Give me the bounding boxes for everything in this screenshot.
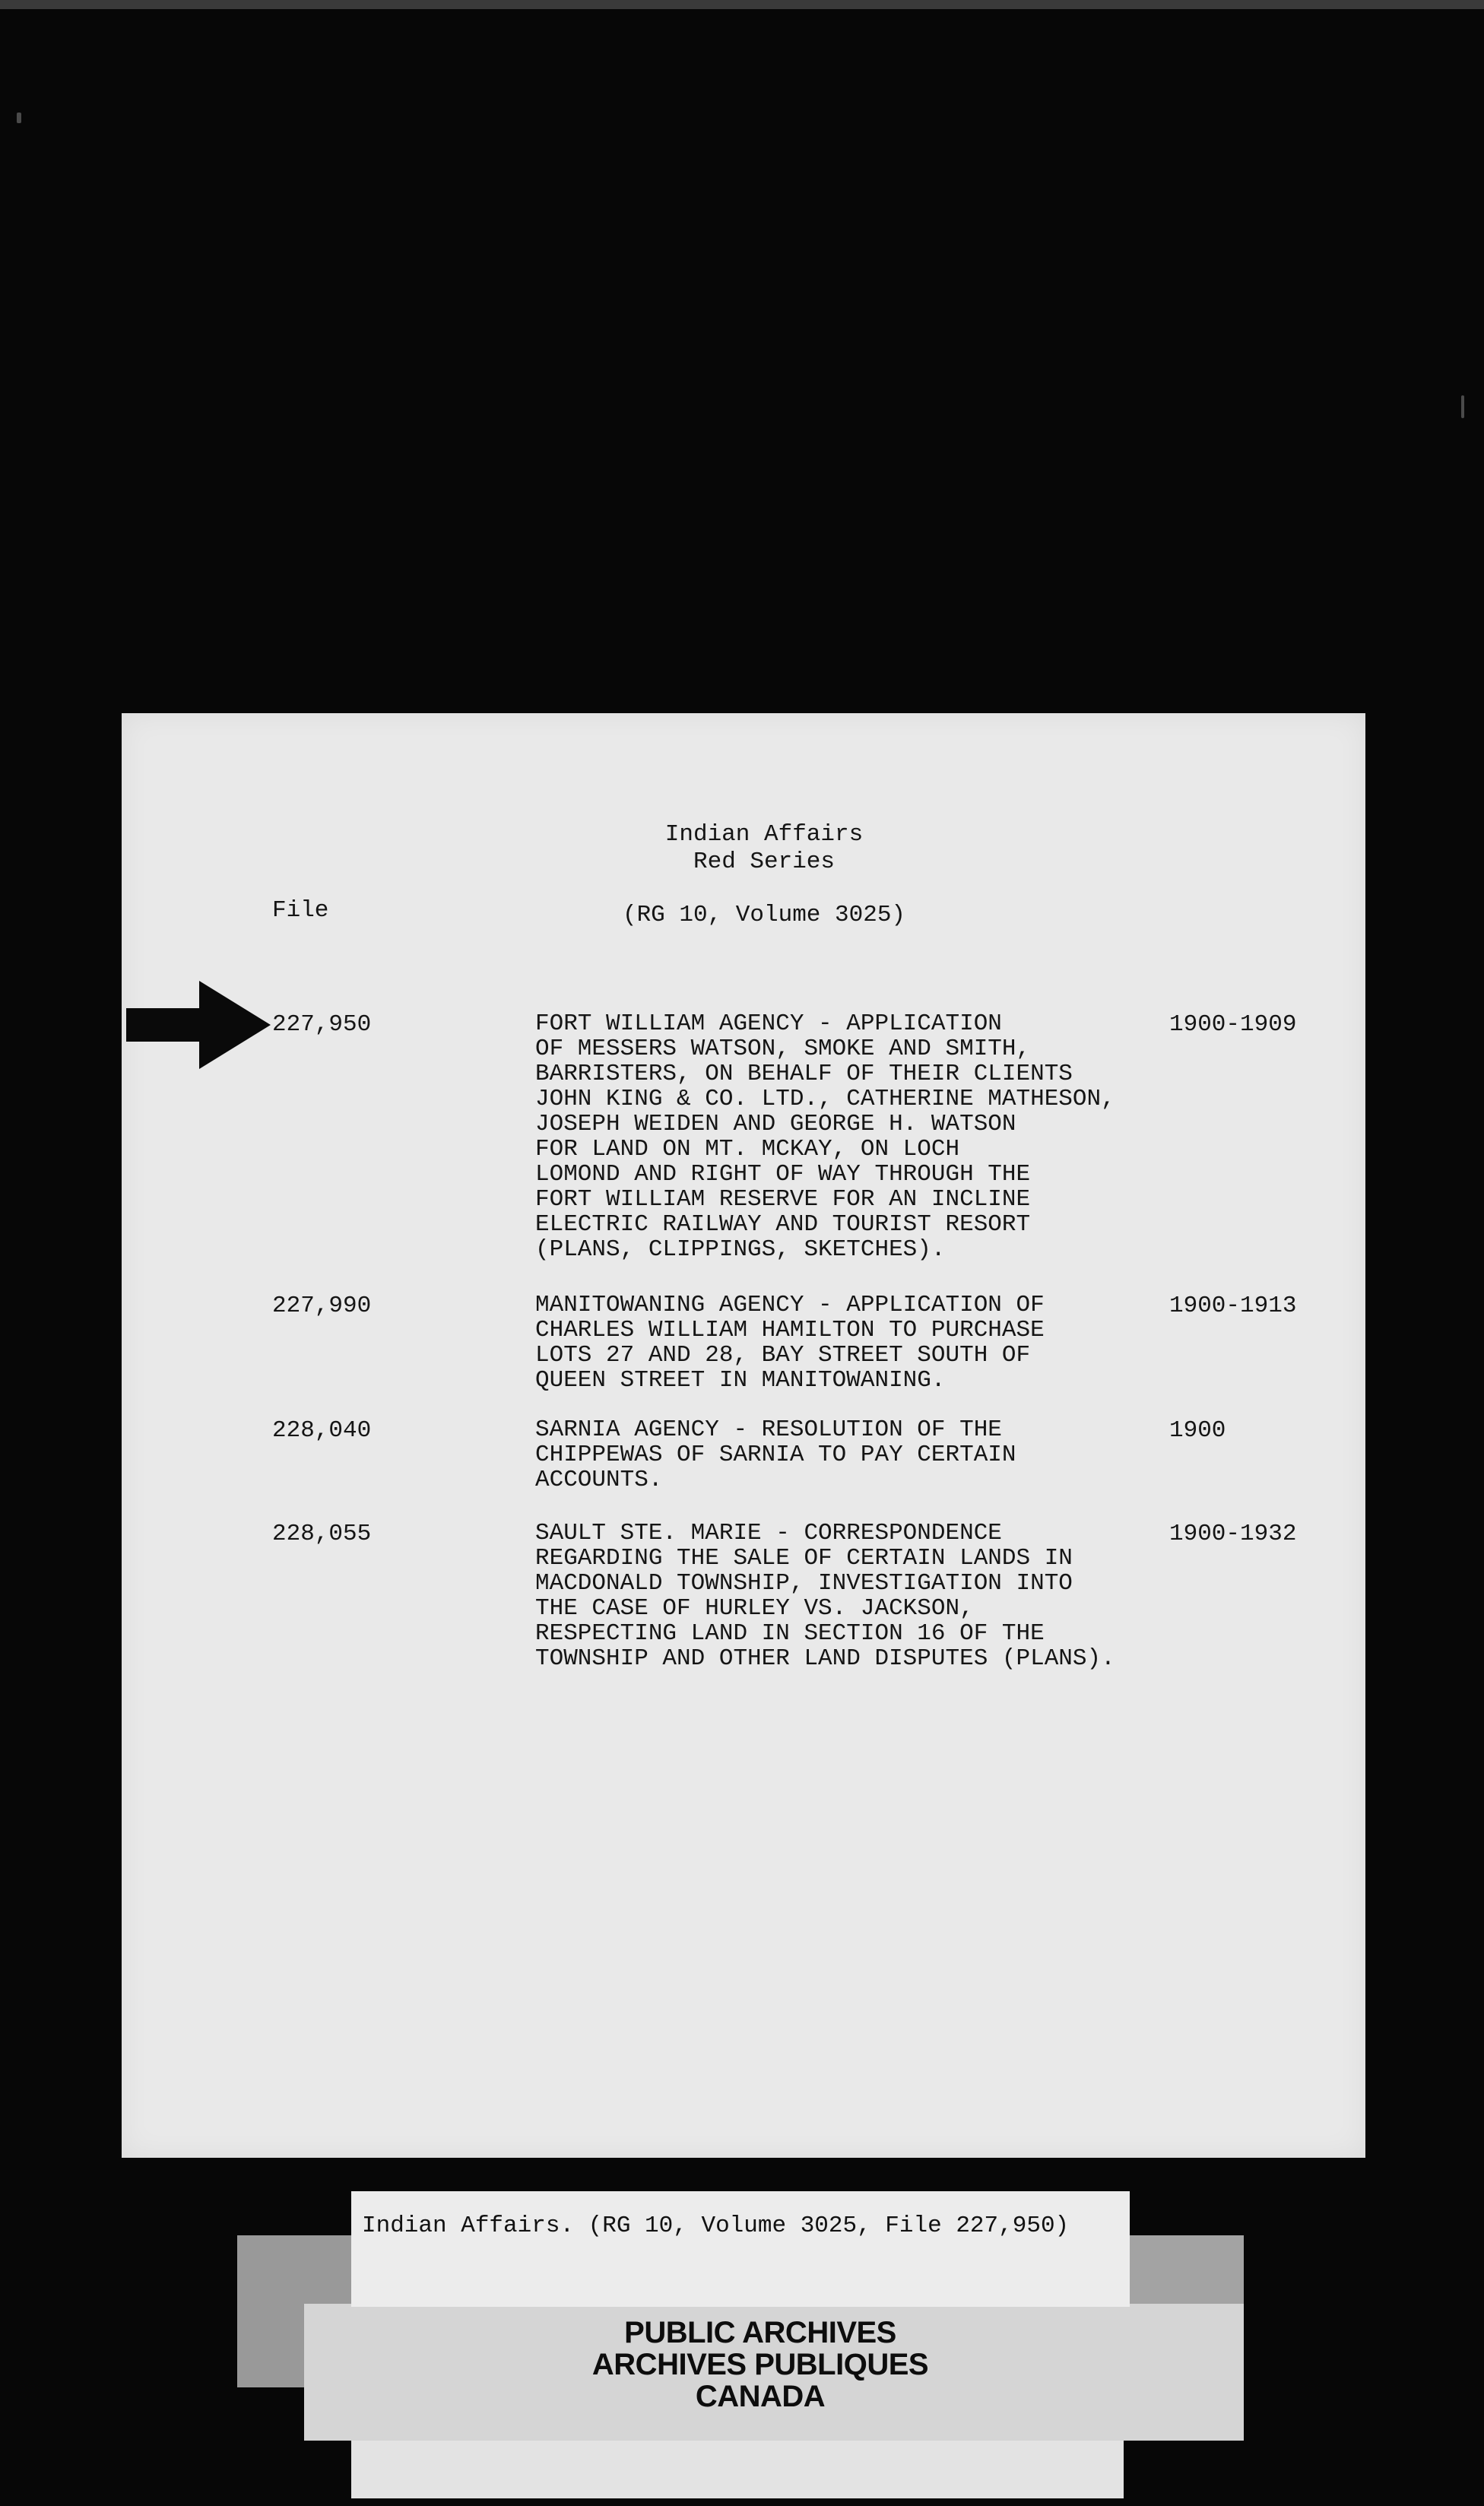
archives-stamp-line2: ARCHIVES PUBLIQUES: [591, 2348, 929, 2381]
entry-description: SAULT STE. MARIE - CORRESPONDENCE REGARDING THE SALE OF CERTAIN LANDS IN MACDONALD TOWNSHIP, INVESTIGATION INTO THE CASE OF HURLEY VS. JACKSON, RESPECTING LAND IN SECTION 16 OF THE TOWNSHIP AND OTHER LAND DISPUTES (PLANS).: [535, 1520, 1115, 1672]
file-number: 227,990: [272, 1293, 372, 1319]
entry-dates: 1900-1932: [1169, 1521, 1297, 1547]
volume-reference: (RG 10, Volume 3025): [622, 902, 906, 928]
file-number: 228,055: [272, 1521, 372, 1547]
stamp-lower-panel: [351, 2441, 1124, 2498]
reference-label: Indian Affairs. (RG 10, Volume 3025, File 227,950): [362, 2213, 1070, 2239]
archives-stamp-line3: CANADA: [695, 2380, 826, 2413]
page-title: Indian Affairs: [664, 821, 864, 848]
entry-description: MANITOWANING AGENCY - APPLICATION OF CHARLES WILLIAM HAMILTON TO PURCHASE LOTS 27 AND 28, BAY STREET SOUTH OF QUEEN STREET IN MANITOWANING.: [535, 1292, 1045, 1394]
file-number: 228,040: [272, 1417, 372, 1444]
entry-dates: 1900-1909: [1169, 1011, 1297, 1038]
film-speck: [1461, 395, 1464, 418]
entry-dates: 1900-1913: [1169, 1293, 1297, 1319]
arrow-right-icon: [126, 981, 278, 1071]
entry-description: FORT WILLIAM AGENCY - APPLICATION OF MESSERS WATSON, SMOKE AND SMITH, BARRISTERS, ON BEHALF OF THEIR CLIENTS JOHN KING & CO. LTD., CATHERINE MATHESON, JOSEPH WEIDEN AND GEORGE H. WATSON FOR LAND ON MT. MCKAY, ON LOCH LOMOND AND RIGHT OF WAY THROUGH THE FORT WILLIAM RESERVE FOR AN INCLINE ELECTRIC RAILWAY AND TOURIST RESORT (PLANS, CLIPPINGS, SKETCHES).: [535, 1010, 1115, 1263]
reference-label-card: [351, 2191, 1130, 2307]
archives-stamp-line1: PUBLIC ARCHIVES: [624, 2316, 896, 2349]
entry-description: SARNIA AGENCY - RESOLUTION OF THE CHIPPEWAS OF SARNIA TO PAY CERTAIN ACCOUNTS.: [535, 1416, 1016, 1493]
entry-dates: 1900: [1169, 1417, 1226, 1444]
file-number: 227,950: [272, 1011, 372, 1038]
film-speck: [17, 113, 21, 123]
file-column-label: File: [272, 897, 329, 924]
page-subtitle: Red Series: [693, 849, 836, 875]
film-edge: [0, 0, 1484, 9]
